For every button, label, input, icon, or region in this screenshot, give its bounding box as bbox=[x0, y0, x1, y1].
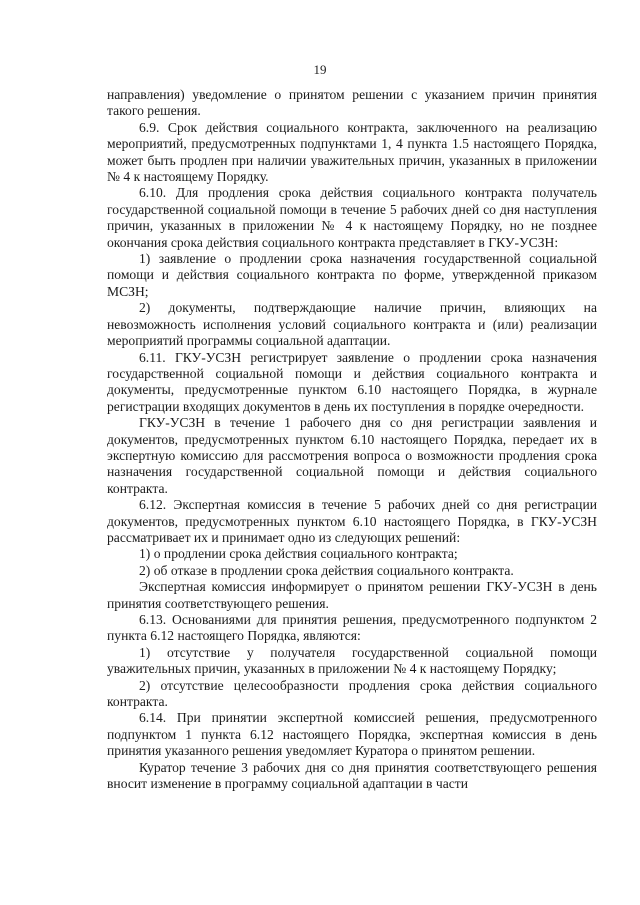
paragraph-6-12: 6.12. Экспертная комиссия в течение 5 рабочих дней со дня регистрации документов, предусмотренных пунктом 6.10 настоящего Порядка, в ГКУ-УСЗН рассматривает их и принимает одно из следующих решений: bbox=[107, 497, 597, 545]
paragraph-6-10: 6.10. Для продления срока действия социального контракта получатель государственной социальной помощи в течение 5 рабочих дней со дня наступления причин, указанных в приложении № 4 к настоящему Порядку, но не позднее окончания срока действия социального контракта представляет в ГКУ-УСЗН: bbox=[107, 185, 597, 250]
paragraph-6-11-transfer: ГКУ-УСЗН в течение 1 рабочего дня со дня регистрации заявления и документов, предусмотренных пунктом 6.10 настоящего Порядка, передает их в экспертную комиссию для рассмотрения вопроса о возможности продления срока назначения государственной социальной помощи и действия социального контракта. bbox=[107, 415, 597, 496]
paragraph-6-12-inform: Экспертная комиссия информирует о принятом решении ГКУ-УСЗН в день принятия соответствующего решения. bbox=[107, 579, 597, 611]
paragraph-curator: Куратор течение 3 рабочих дня со дня принятия соответствующего решения вносит изменение в программу социальной адаптации в части bbox=[107, 759, 597, 792]
paragraph-6-14: 6.14. При принятии экспертной комиссией решения, предусмотренного подпунктом 1 пункта 6.12 настоящего Порядка, экспертная комиссия в день принятия указанного решения уведомляет Куратора о принятом решении. bbox=[107, 710, 597, 759]
list-item-6-10-1: 1) заявление о продлении срока назначения государственной социальной помощи и действия социального контракта по форме, утвержденной приказом МСЗН; bbox=[107, 251, 597, 299]
list-item-6-12-2: 2) об отказе в продлении срока действия социального контракта. bbox=[139, 562, 514, 578]
list-item-6-13-1: 1) отсутствие у получателя государственной социальной помощи уважительных причин, указанных в приложении № 4 к настоящему Порядку; bbox=[107, 644, 597, 677]
paragraph-6-13: 6.13. Основаниями для принятия решения, предусмотренного подпунктом 2 пункта 6.12 настоящего Порядка, являются: bbox=[107, 612, 597, 644]
list-item-6-10-2: 2) документы, подтверждающие наличие причин, влияющих на невозможность исполнения условий социального контракта и (или) реализации мероприятий программы социальной адаптации. bbox=[107, 300, 597, 349]
document-body bbox=[107, 87, 597, 792]
list-item-6-13-2: 2) отсутствие целесообразности продления срока действия социального контракта. bbox=[107, 677, 597, 710]
paragraph-6-11: 6.11. ГКУ-УСЗН регистрирует заявление о продлении срока назначения государственной социальной помощи и действия социального контракта и документы, предусмотренные пунктом 6.10 настоящего Порядка, в журнале регистрации входящих документов в день их поступления в порядке очередности. bbox=[107, 349, 597, 414]
list-item-6-12-1: 1) о продлении срока действия социального контракта; bbox=[139, 546, 458, 562]
page-number: 19 bbox=[313, 62, 327, 77]
paragraph-6-9: 6.9. Срок действия социального контракта, заключенного на реализацию мероприятий, предусмотренных подпунктами 1, 4 пункта 1.5 настоящего Порядка, может быть продлен при наличии уважительных причин, указанных в приложении № 4 к настоящему Порядку. bbox=[107, 119, 597, 185]
paragraph-continuation: направления) уведомление о принятом решении с указанием причин принятия такого решения. bbox=[107, 87, 597, 119]
